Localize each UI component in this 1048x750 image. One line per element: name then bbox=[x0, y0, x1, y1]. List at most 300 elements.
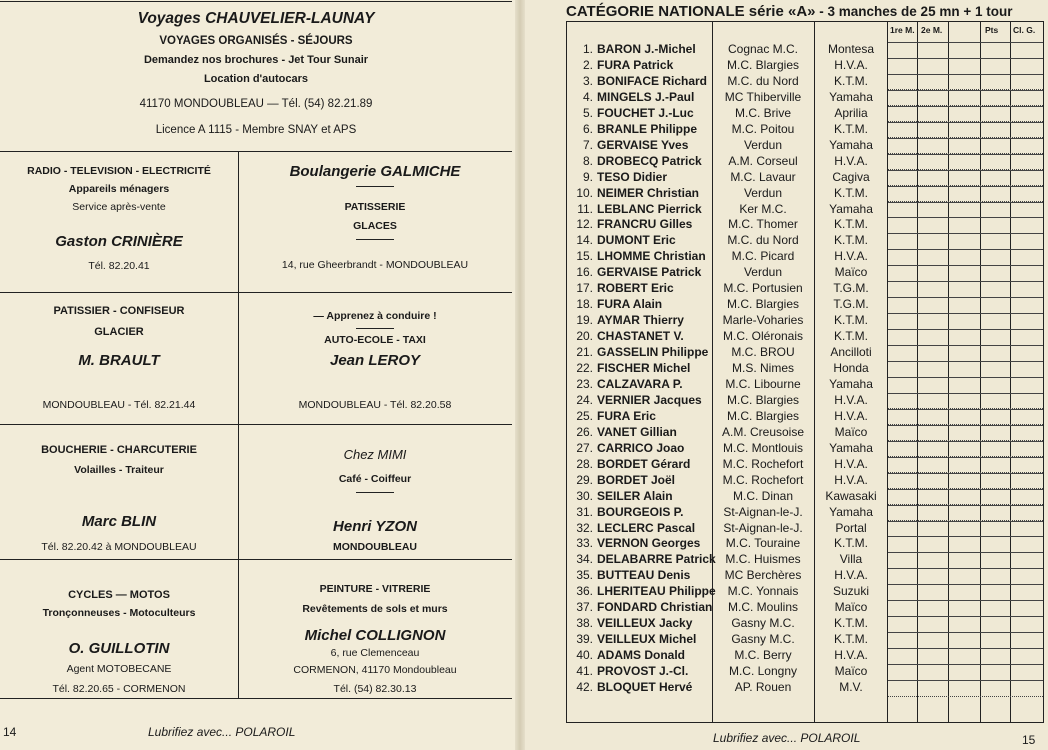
motorcycle-make: K.T.M. bbox=[833, 121, 868, 136]
table-row bbox=[567, 74, 1043, 89]
row-number: 26. bbox=[576, 424, 593, 439]
advert-name: Henri YZON bbox=[333, 518, 417, 535]
row-number: 28. bbox=[576, 456, 593, 471]
club-name: M.C. Brive bbox=[734, 105, 791, 120]
motorcycle-make: Yamaha bbox=[829, 137, 873, 152]
table-row bbox=[567, 632, 1043, 647]
club-name: M.C. Rochefort bbox=[722, 472, 804, 487]
advert-line: Service après-vente bbox=[72, 201, 166, 213]
score-cells bbox=[888, 297, 1043, 314]
row-number: 3. bbox=[582, 73, 593, 88]
page-number-left: 14 bbox=[3, 725, 17, 739]
club-name: M.C. Poitou bbox=[731, 121, 795, 136]
advert-phone: Tél. (54) 82.30.13 bbox=[333, 683, 417, 695]
advert-name: Michel COLLIGNON bbox=[304, 627, 446, 644]
table-row bbox=[567, 552, 1043, 567]
score-cells bbox=[888, 74, 1043, 91]
score-cells bbox=[888, 138, 1043, 155]
advert-line: Appareils ménagers bbox=[68, 183, 170, 195]
score-cells bbox=[888, 632, 1043, 649]
advert-line: Volailles - Traiteur bbox=[74, 464, 164, 476]
club-name: M.C. du Nord bbox=[727, 233, 799, 248]
advert-line: Café - Coiffeur bbox=[338, 473, 412, 485]
motorcycle-make: T.G.M. bbox=[833, 297, 869, 312]
motorcycle-make: H.V.A. bbox=[834, 392, 868, 407]
row-number: 10. bbox=[576, 185, 593, 200]
row-number: 36. bbox=[576, 584, 593, 599]
divider bbox=[0, 292, 512, 293]
table-row bbox=[567, 58, 1043, 73]
book-spine bbox=[515, 0, 525, 750]
row-number: 37. bbox=[576, 600, 593, 615]
motorcycle-make: Maïco bbox=[834, 424, 868, 439]
header-overall: Cl. G. bbox=[1013, 25, 1036, 35]
rider-name: VERNIER Jacques bbox=[597, 392, 702, 407]
advert-name: Boulangerie GALMICHE bbox=[289, 163, 461, 180]
table-row bbox=[567, 202, 1043, 217]
motorcycle-make: Yamaha bbox=[829, 89, 873, 104]
table-row bbox=[567, 170, 1043, 185]
club-name: M.C. Blargies bbox=[726, 57, 800, 72]
advert-title: Voyages CHAUVELIER-LAUNAY bbox=[137, 10, 375, 27]
rider-name: FURA Eric bbox=[597, 408, 656, 423]
score-cells bbox=[888, 313, 1043, 330]
row-number: 17. bbox=[576, 281, 593, 296]
motorcycle-make: Villa bbox=[839, 552, 863, 567]
table-row bbox=[567, 106, 1043, 121]
row-number: 12. bbox=[576, 217, 593, 232]
advert-line: Revêtements de sols et murs bbox=[302, 603, 448, 615]
club-name: St-Aignan-le-J. bbox=[723, 520, 803, 535]
row-number: 8. bbox=[582, 153, 593, 168]
table-row bbox=[567, 409, 1043, 424]
score-cells bbox=[888, 233, 1043, 250]
advert-line: GLACES bbox=[353, 220, 397, 232]
score-cells bbox=[888, 329, 1043, 346]
table-row bbox=[567, 313, 1043, 328]
score-cells bbox=[888, 281, 1043, 298]
table-row bbox=[567, 521, 1043, 536]
advert-phone: Tél. 82.20.65 - CORMENON bbox=[52, 683, 186, 695]
rider-name: FONDARD Christian bbox=[597, 600, 713, 615]
club-name: M.C. du Nord bbox=[727, 73, 799, 88]
rider-name: BARON J.-Michel bbox=[597, 42, 696, 56]
score-cells bbox=[888, 90, 1043, 107]
club-name: MC Thiberville bbox=[724, 89, 802, 104]
motorcycle-make: Ancilloti bbox=[830, 345, 872, 360]
rider-name: MINGELS J.-Paul bbox=[597, 89, 695, 104]
rider-name: FURA Patrick bbox=[597, 57, 674, 72]
divider bbox=[0, 698, 512, 699]
motorcycle-make: Kawasaki bbox=[825, 488, 877, 503]
row-number: 34. bbox=[576, 552, 593, 567]
motorcycle-make: Maïco bbox=[834, 664, 868, 679]
motorcycle-make: K.T.M. bbox=[833, 313, 868, 328]
advert-line: BOUCHERIE - CHARCUTERIE bbox=[41, 444, 197, 456]
score-cells bbox=[888, 600, 1043, 617]
motorcycle-make: H.V.A. bbox=[834, 472, 868, 487]
advert-phone: MONDOUBLEAU - Tél. 82.21.44 bbox=[42, 399, 196, 411]
advert-line: RADIO - TELEVISION - ELECTRICITÉ bbox=[27, 165, 211, 177]
header-first-heat: 1re M. bbox=[890, 25, 915, 35]
short-rule bbox=[356, 186, 394, 187]
motorcycle-make: K.T.M. bbox=[833, 616, 868, 631]
advert-address: 6, rue Clemenceau bbox=[330, 647, 420, 659]
row-number: 31. bbox=[576, 504, 593, 519]
motorcycle-make: Maïco bbox=[834, 265, 868, 280]
rider-name: VERNON Georges bbox=[597, 536, 701, 551]
table-row bbox=[567, 489, 1043, 504]
rider-name: DELABARRE Patrick bbox=[597, 552, 716, 567]
table-row bbox=[567, 568, 1043, 583]
table-row bbox=[567, 505, 1043, 520]
table-row bbox=[567, 345, 1043, 360]
rider-name: BONIFACE Richard bbox=[597, 73, 708, 88]
table-row bbox=[567, 393, 1043, 408]
motorcycle-make: M.V. bbox=[839, 680, 863, 694]
divider bbox=[0, 151, 512, 152]
score-cells bbox=[888, 377, 1043, 394]
rider-name: TESO Didier bbox=[597, 169, 668, 184]
advert-address: CORMENON, 41170 Mondoubleau bbox=[293, 664, 457, 676]
row-number: 6. bbox=[582, 121, 593, 136]
row-number: 4. bbox=[582, 89, 593, 104]
advert-name: Gaston CRINIÈRE bbox=[55, 233, 183, 250]
club-name: M.C. Portusien bbox=[723, 281, 803, 296]
rider-name: BOURGEOIS P. bbox=[597, 504, 684, 519]
club-name: M.C. Blargies bbox=[726, 408, 800, 423]
club-name: M.C. Blargies bbox=[726, 392, 800, 407]
club-name: M.S. Nimes bbox=[731, 361, 794, 375]
table-row bbox=[567, 217, 1043, 232]
table-row bbox=[567, 377, 1043, 392]
club-name: M.C. Longny bbox=[728, 664, 798, 679]
score-cells bbox=[888, 521, 1043, 538]
short-rule bbox=[356, 492, 394, 493]
motorcycle-make: H.V.A. bbox=[834, 648, 868, 663]
category-title-a: CATÉGORIE NATIONALE série bbox=[566, 3, 788, 20]
club-name: A.M. Creusoise bbox=[721, 424, 805, 439]
rider-name: FOUCHET J.-Luc bbox=[597, 105, 694, 120]
category-title-format: - 3 manches de 25 mn + 1 tour bbox=[815, 4, 1013, 19]
motorcycle-make: K.T.M. bbox=[833, 73, 868, 88]
rider-name: LHOMME Christian bbox=[597, 249, 706, 264]
table-row bbox=[567, 473, 1043, 488]
row-number: 22. bbox=[576, 361, 593, 375]
table-row bbox=[567, 297, 1043, 312]
motorcycle-make: Aprilia bbox=[834, 105, 868, 120]
advert-name: O. GUILLOTIN bbox=[68, 640, 170, 657]
motorcycle-make: Cagiva bbox=[832, 169, 870, 184]
rider-name: CALZAVARA P. bbox=[597, 376, 683, 391]
club-name: M.C. Dinan bbox=[732, 488, 794, 503]
club-name: M.C. Libourne bbox=[725, 376, 801, 391]
row-number: 14. bbox=[576, 233, 593, 248]
rider-name: AYMAR Thierry bbox=[597, 313, 684, 328]
row-number: 7. bbox=[582, 137, 593, 152]
motorcycle-make: H.V.A. bbox=[834, 153, 868, 168]
table-row bbox=[567, 680, 1043, 695]
row-number: 2. bbox=[582, 57, 593, 72]
advert-title: Chez MIMI bbox=[343, 447, 407, 462]
score-cells bbox=[888, 473, 1043, 490]
rider-name: DROBECQ Patrick bbox=[597, 153, 702, 168]
entrants-table bbox=[566, 21, 1044, 723]
rider-name: NEIMER Christian bbox=[597, 185, 700, 200]
advert-line: MONDOUBLEAU bbox=[333, 541, 417, 553]
motorcycle-make: Suzuki bbox=[832, 584, 870, 599]
row-number: 30. bbox=[576, 488, 593, 503]
row-number: 38. bbox=[576, 616, 593, 631]
club-name: M.C. Rochefort bbox=[722, 456, 804, 471]
score-cells bbox=[888, 217, 1043, 234]
score-cells bbox=[888, 409, 1043, 426]
row-number: 18. bbox=[576, 297, 593, 312]
score-cells bbox=[888, 584, 1043, 601]
advert-name: Jean LEROY bbox=[329, 352, 421, 369]
table-row bbox=[567, 441, 1043, 456]
motorcycle-make: K.T.M. bbox=[833, 536, 868, 551]
rider-name: DUMONT Eric bbox=[597, 233, 676, 248]
rider-name: BUTTEAU Denis bbox=[597, 568, 691, 583]
rider-name: FISCHER Michel bbox=[597, 361, 691, 375]
score-cells bbox=[888, 186, 1043, 203]
advert-name: Marc BLIN bbox=[81, 513, 157, 530]
score-cells bbox=[888, 457, 1043, 474]
row-number: 11. bbox=[577, 201, 593, 216]
row-number: 40. bbox=[576, 648, 593, 663]
advert-line: — Apprenez à conduire ! bbox=[313, 310, 437, 322]
rider-name: PROVOST J.-Cl. bbox=[597, 664, 689, 679]
score-cells bbox=[888, 106, 1043, 123]
club-name: Gasny M.C. bbox=[731, 632, 795, 647]
advert-address: 14, rue Gheerbrandt - MONDOUBLEAU bbox=[281, 259, 469, 271]
score-cells bbox=[888, 345, 1043, 362]
row-number: 9. bbox=[582, 169, 593, 184]
rider-name: LHERITEAU Philippe bbox=[597, 584, 716, 599]
motorcycle-make: H.V.A. bbox=[834, 456, 868, 471]
club-name: M.C. BROU bbox=[731, 345, 795, 360]
advert-line: Demandez nos brochures - Jet Tour Sunair bbox=[143, 54, 369, 66]
table-row bbox=[567, 329, 1043, 344]
advert-line: PATISSIER - CONFISEUR bbox=[53, 305, 185, 317]
row-number: 20. bbox=[576, 329, 593, 344]
row-number: 1. bbox=[582, 42, 593, 56]
row-number: 21. bbox=[576, 345, 593, 360]
row-number: 25. bbox=[576, 408, 593, 423]
motorcycle-make: Maïco bbox=[834, 600, 868, 615]
rider-name: VEILLEUX Michel bbox=[597, 632, 697, 647]
table-row bbox=[567, 361, 1043, 376]
score-cells bbox=[888, 680, 1043, 697]
score-cells bbox=[888, 505, 1043, 522]
club-name: M.C. Lavaur bbox=[730, 169, 796, 184]
table-row bbox=[567, 425, 1043, 440]
score-cells bbox=[888, 648, 1043, 665]
club-name: M.C. Yonnais bbox=[727, 584, 799, 599]
advert-phone: Tél. 82.20.42 à MONDOUBLEAU bbox=[41, 541, 197, 553]
club-name: Verdun bbox=[743, 265, 783, 280]
advert-line: GLACIER bbox=[94, 326, 144, 338]
row-number: 27. bbox=[576, 440, 593, 455]
row-number: 33. bbox=[576, 536, 593, 551]
rider-name: BORDET Joël bbox=[597, 472, 676, 487]
score-cells bbox=[888, 42, 1043, 59]
advert-line: AUTO-ECOLE - TAXI bbox=[324, 334, 426, 346]
motorcycle-make: Yamaha bbox=[829, 376, 873, 391]
advert-name: M. BRAULT bbox=[78, 352, 160, 369]
table-row bbox=[567, 457, 1043, 472]
advert-line: VOYAGES ORGANISÉS - SÉJOURS bbox=[159, 35, 353, 47]
page-number-right: 15 bbox=[1022, 733, 1036, 747]
score-cells bbox=[888, 489, 1043, 506]
table-row bbox=[567, 664, 1043, 679]
motorcycle-make: K.T.M. bbox=[833, 217, 868, 232]
rider-name: GERVAISE Yves bbox=[597, 137, 689, 152]
club-name: M.C. Thomer bbox=[728, 217, 798, 232]
motorcycle-make: Yamaha bbox=[829, 201, 873, 216]
score-cells bbox=[888, 361, 1043, 378]
motorcycle-make: H.V.A. bbox=[834, 568, 868, 583]
advert-line: PEINTURE - VITRERIE bbox=[319, 583, 431, 595]
score-cells bbox=[888, 122, 1043, 139]
score-cells bbox=[888, 393, 1043, 410]
club-name: M.C. Huismes bbox=[725, 552, 801, 567]
rider-name: BLOQUET Hervé bbox=[597, 680, 693, 694]
rider-name: FRANCRU Gilles bbox=[597, 217, 693, 232]
motorcycle-make: Yamaha bbox=[829, 440, 873, 455]
club-name: Verdun bbox=[743, 185, 783, 200]
row-number: 29. bbox=[576, 472, 593, 487]
motorcycle-make: K.T.M. bbox=[833, 329, 868, 344]
club-name: M.C. Montlouis bbox=[722, 440, 804, 455]
category-title-series: «A» bbox=[787, 3, 816, 20]
club-name: Ker M.C. bbox=[739, 201, 787, 216]
row-number: 24. bbox=[576, 392, 593, 407]
table-row bbox=[567, 186, 1043, 201]
rider-name: ROBERT Eric bbox=[597, 281, 674, 296]
motorcycle-make: H.V.A. bbox=[834, 408, 868, 423]
score-cells bbox=[888, 552, 1043, 569]
club-name: A.M. Corseul bbox=[728, 153, 798, 168]
club-name: St-Aignan-le-J. bbox=[723, 504, 803, 519]
table-row bbox=[567, 600, 1043, 615]
club-name: Verdun bbox=[743, 137, 783, 152]
header-points: Pts bbox=[985, 25, 999, 35]
motorcycle-make: K.T.M. bbox=[833, 185, 868, 200]
club-name: M.C. Oléronais bbox=[722, 329, 804, 344]
advert-address: 41170 MONDOUBLEAU — Tél. (54) 82.21.89 bbox=[139, 98, 373, 110]
table-row bbox=[567, 138, 1043, 153]
advert-licence: Licence A 1115 - Membre SNAY et APS bbox=[155, 124, 357, 136]
club-name: Gasny M.C. bbox=[731, 616, 795, 631]
table-row bbox=[567, 154, 1043, 169]
rider-name: CARRICO Joao bbox=[597, 440, 685, 455]
top-rule bbox=[0, 1, 512, 2]
row-number: 39. bbox=[576, 632, 593, 647]
rider-name: LEBLANC Pierrick bbox=[597, 201, 702, 216]
motorcycle-make: K.T.M. bbox=[833, 233, 868, 248]
motorcycle-make: T.G.M. bbox=[833, 281, 869, 296]
club-name: M.C. Touraine bbox=[725, 536, 801, 551]
table-row bbox=[567, 265, 1043, 280]
advert-line: Tronçonneuses - Motoculteurs bbox=[42, 607, 196, 619]
table-row bbox=[567, 281, 1043, 296]
row-number: 5. bbox=[582, 105, 593, 120]
club-name: AP. Rouen bbox=[734, 680, 792, 694]
row-number: 35. bbox=[576, 568, 593, 583]
advert-phone: Tél. 82.20.41 bbox=[88, 260, 150, 272]
motorcycle-make: K.T.M. bbox=[833, 632, 868, 647]
divider bbox=[0, 424, 512, 425]
motorcycle-make: Honda bbox=[833, 361, 869, 375]
club-name: Marle-Voharies bbox=[722, 313, 804, 328]
club-name: MC Berchères bbox=[724, 568, 802, 583]
club-name: M.C. Berry bbox=[734, 648, 792, 663]
score-cells bbox=[888, 154, 1043, 171]
rider-name: GASSELIN Philippe bbox=[597, 345, 709, 360]
score-cells bbox=[888, 568, 1043, 585]
club-name: Cognac M.C. bbox=[727, 42, 799, 56]
advert-phone: MONDOUBLEAU - Tél. 82.20.58 bbox=[298, 399, 452, 411]
row-number: 23. bbox=[576, 376, 593, 391]
rider-name: BORDET Gérard bbox=[597, 456, 691, 471]
rider-name: ADAMS Donald bbox=[597, 648, 685, 663]
club-name: M.C. Picard bbox=[731, 249, 795, 264]
rider-name: GERVAISE Patrick bbox=[597, 265, 702, 280]
score-cells bbox=[888, 202, 1043, 219]
advert-line: Agent MOTOBECANE bbox=[66, 663, 172, 675]
table-row bbox=[567, 42, 1043, 57]
motorcycle-make: H.V.A. bbox=[834, 249, 868, 264]
table-row bbox=[567, 648, 1043, 663]
score-cells bbox=[888, 536, 1043, 553]
score-cells bbox=[888, 249, 1043, 266]
rider-name: VANET Gillian bbox=[597, 424, 677, 439]
advert-line: CYCLES — MOTOS bbox=[68, 589, 170, 601]
header-second-heat: 2e M. bbox=[921, 25, 943, 35]
row-number: 32. bbox=[576, 520, 593, 535]
table-row bbox=[567, 233, 1043, 248]
motorcycle-make: H.V.A. bbox=[834, 57, 868, 72]
divider bbox=[0, 559, 512, 560]
short-rule bbox=[356, 239, 394, 240]
footer-right: Lubrifiez avec... POLAROIL bbox=[713, 731, 861, 745]
advert-line: PATISSERIE bbox=[344, 201, 406, 213]
table-row bbox=[567, 122, 1043, 137]
row-number: 15. bbox=[576, 249, 593, 264]
row-number: 19. bbox=[576, 313, 593, 328]
rider-name: FURA Alain bbox=[597, 297, 663, 312]
row-number: 41. bbox=[576, 664, 593, 679]
rider-name: SEILER Alain bbox=[597, 488, 673, 503]
motorcycle-make: Montesa bbox=[827, 42, 875, 56]
advert-line: Location d'autocars bbox=[203, 73, 309, 85]
rider-name: CHASTANET V. bbox=[597, 329, 684, 344]
club-name: M.C. Moulins bbox=[727, 600, 798, 615]
table-row bbox=[567, 584, 1043, 599]
table-row bbox=[567, 616, 1043, 631]
short-rule bbox=[356, 328, 394, 329]
rider-name: LECLERC Pascal bbox=[597, 520, 696, 535]
category-title bbox=[566, 3, 1012, 20]
club-name: M.C. Blargies bbox=[726, 297, 800, 312]
rider-name: VEILLEUX Jacky bbox=[597, 616, 693, 631]
table-row bbox=[567, 249, 1043, 264]
score-cells bbox=[888, 58, 1043, 75]
motorcycle-make: Yamaha bbox=[829, 504, 873, 519]
score-cells bbox=[888, 616, 1043, 633]
